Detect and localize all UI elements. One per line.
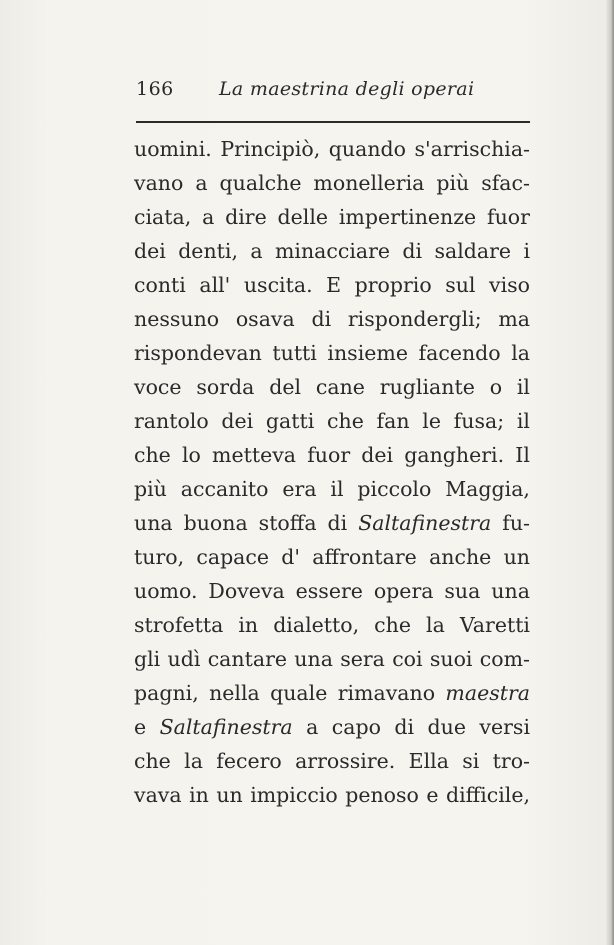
text-line — [134, 710, 530, 744]
word: dei — [134, 239, 166, 263]
word: Saltafinestra — [358, 511, 492, 535]
word: coi — [392, 647, 423, 671]
word: ma — [498, 307, 530, 331]
page-edge-shadow — [606, 0, 614, 945]
word: dei — [221, 409, 254, 433]
word: accanito — [180, 477, 269, 501]
word: viso — [489, 273, 530, 297]
word: fan — [376, 409, 410, 433]
word: rantolo — [134, 409, 209, 433]
word: rimavano — [337, 681, 436, 705]
word: E — [326, 273, 342, 297]
word: delle — [277, 205, 329, 229]
word: lo — [181, 443, 201, 467]
word: tro- — [492, 749, 530, 773]
word: udì — [167, 647, 201, 671]
word: che — [374, 613, 411, 637]
word: che — [327, 409, 364, 433]
word: gatti — [265, 409, 315, 433]
word: fuor — [307, 443, 351, 467]
text-line — [134, 540, 530, 574]
text-line — [134, 778, 530, 812]
word: ciata, — [134, 205, 192, 229]
word: nessuno — [134, 307, 220, 331]
word: sera — [340, 647, 385, 671]
text-line — [134, 370, 530, 404]
word: stoffa — [258, 511, 317, 535]
word: Doveva — [208, 579, 285, 603]
text-line — [134, 302, 530, 336]
word: una — [134, 511, 173, 535]
word: fecero — [216, 749, 282, 773]
word: che — [134, 443, 171, 467]
word: capo — [331, 715, 381, 739]
word: all' — [199, 273, 231, 297]
word: Principiò, — [220, 137, 321, 161]
word: una — [294, 647, 333, 671]
word: denti, — [178, 239, 238, 263]
word: com- — [479, 647, 530, 671]
word: penoso — [345, 783, 419, 807]
word: più — [436, 171, 470, 195]
word: opera — [373, 579, 434, 603]
text-line — [134, 336, 530, 370]
word: uomini. — [134, 137, 212, 161]
text-line — [134, 438, 530, 472]
word: versi — [479, 715, 530, 739]
word: nella — [209, 681, 260, 705]
word: Saltafinestra — [159, 715, 293, 739]
word: a — [306, 715, 319, 739]
word: sfac- — [481, 171, 530, 195]
word: uscita. — [243, 273, 313, 297]
word: affrontare — [312, 545, 417, 569]
word: metteva — [212, 443, 297, 467]
word: la — [184, 749, 203, 773]
word: o — [489, 375, 503, 399]
word: sua — [444, 579, 481, 603]
word: buona — [183, 511, 248, 535]
word: s'arrischia- — [414, 137, 530, 161]
text-line — [134, 268, 530, 302]
word: Maggia, — [445, 477, 530, 501]
word: fu- — [502, 511, 530, 535]
body-text — [134, 132, 530, 812]
word: uomo. — [134, 579, 198, 603]
running-title: La maestrina degli operai — [219, 78, 475, 100]
word: anche — [429, 545, 492, 569]
word: due — [427, 715, 466, 739]
word: facendo — [418, 341, 501, 365]
word: tutti — [272, 341, 317, 365]
word: impertinenze — [338, 205, 477, 229]
word: osava — [235, 307, 295, 331]
word: d' — [281, 545, 301, 569]
word: di — [311, 307, 332, 331]
word: proprio — [354, 273, 432, 297]
word: rugliante — [379, 375, 475, 399]
word: il — [516, 409, 530, 433]
word: una — [491, 579, 530, 603]
word: rispondergli; — [347, 307, 482, 331]
text-line — [134, 608, 530, 642]
word: e — [134, 715, 147, 739]
word: più — [134, 477, 167, 501]
word: fuor — [487, 205, 530, 229]
word: turo, — [134, 545, 185, 569]
word: a — [195, 171, 208, 195]
word: piccolo — [357, 477, 432, 501]
word: Il — [515, 443, 530, 467]
text-line — [134, 472, 530, 506]
word: sorda — [196, 375, 255, 399]
page-header — [136, 78, 530, 108]
text-line — [134, 506, 530, 540]
word: fusa; — [453, 409, 505, 433]
word: in — [189, 783, 209, 807]
word: dire — [225, 205, 267, 229]
word: impiccio — [250, 783, 338, 807]
header-rule — [136, 121, 530, 123]
word: gangheri. — [404, 443, 505, 467]
text-line — [134, 574, 530, 608]
word: qualche — [219, 171, 302, 195]
word: i — [523, 239, 530, 263]
word: era — [282, 477, 317, 501]
word: pagni, — [134, 681, 199, 705]
word: si — [462, 749, 480, 773]
word: la — [511, 341, 530, 365]
word: a — [202, 205, 215, 229]
word: dei — [361, 443, 394, 467]
word: gli — [134, 647, 161, 671]
word: che — [134, 749, 171, 773]
word: Ella — [408, 749, 449, 773]
word: Varetti — [459, 613, 530, 637]
word: dialetto, — [273, 613, 360, 637]
word: sul — [445, 273, 476, 297]
word: monelleria — [313, 171, 425, 195]
word: quando — [328, 137, 407, 161]
text-line — [134, 642, 530, 676]
word: arrossire. — [295, 749, 396, 773]
word: le — [422, 409, 441, 433]
word: vano — [134, 171, 184, 195]
word: il — [516, 375, 530, 399]
word: minacciare — [274, 239, 391, 263]
text-line — [134, 744, 530, 778]
text-line — [134, 200, 530, 234]
word: un — [503, 545, 530, 569]
word: di — [327, 511, 348, 535]
word: vava — [134, 783, 182, 807]
page-number: 166 — [136, 78, 174, 100]
word: saldare — [434, 239, 512, 263]
text-line — [134, 404, 530, 438]
word: il — [330, 477, 344, 501]
text-line — [134, 234, 530, 268]
word: in — [238, 613, 259, 637]
word: cane — [315, 375, 365, 399]
word: essere — [295, 579, 363, 603]
text-line — [134, 132, 530, 166]
text-line — [134, 676, 530, 710]
word: e — [426, 783, 439, 807]
word: conti — [134, 273, 186, 297]
word: difficile, — [445, 783, 530, 807]
word: capace — [196, 545, 270, 569]
word: strofetta — [134, 613, 224, 637]
word: un — [216, 783, 243, 807]
word: quale — [270, 681, 328, 705]
word: rispondevan — [134, 341, 262, 365]
text-line — [134, 166, 530, 200]
word: maestra — [445, 681, 530, 705]
word: cantare — [207, 647, 288, 671]
word: di — [402, 239, 423, 263]
word: voce — [134, 375, 182, 399]
word: la — [426, 613, 445, 637]
word: del — [269, 375, 302, 399]
word: a — [250, 239, 263, 263]
word: insieme — [327, 341, 408, 365]
word: di — [394, 715, 415, 739]
word: suoi — [429, 647, 473, 671]
